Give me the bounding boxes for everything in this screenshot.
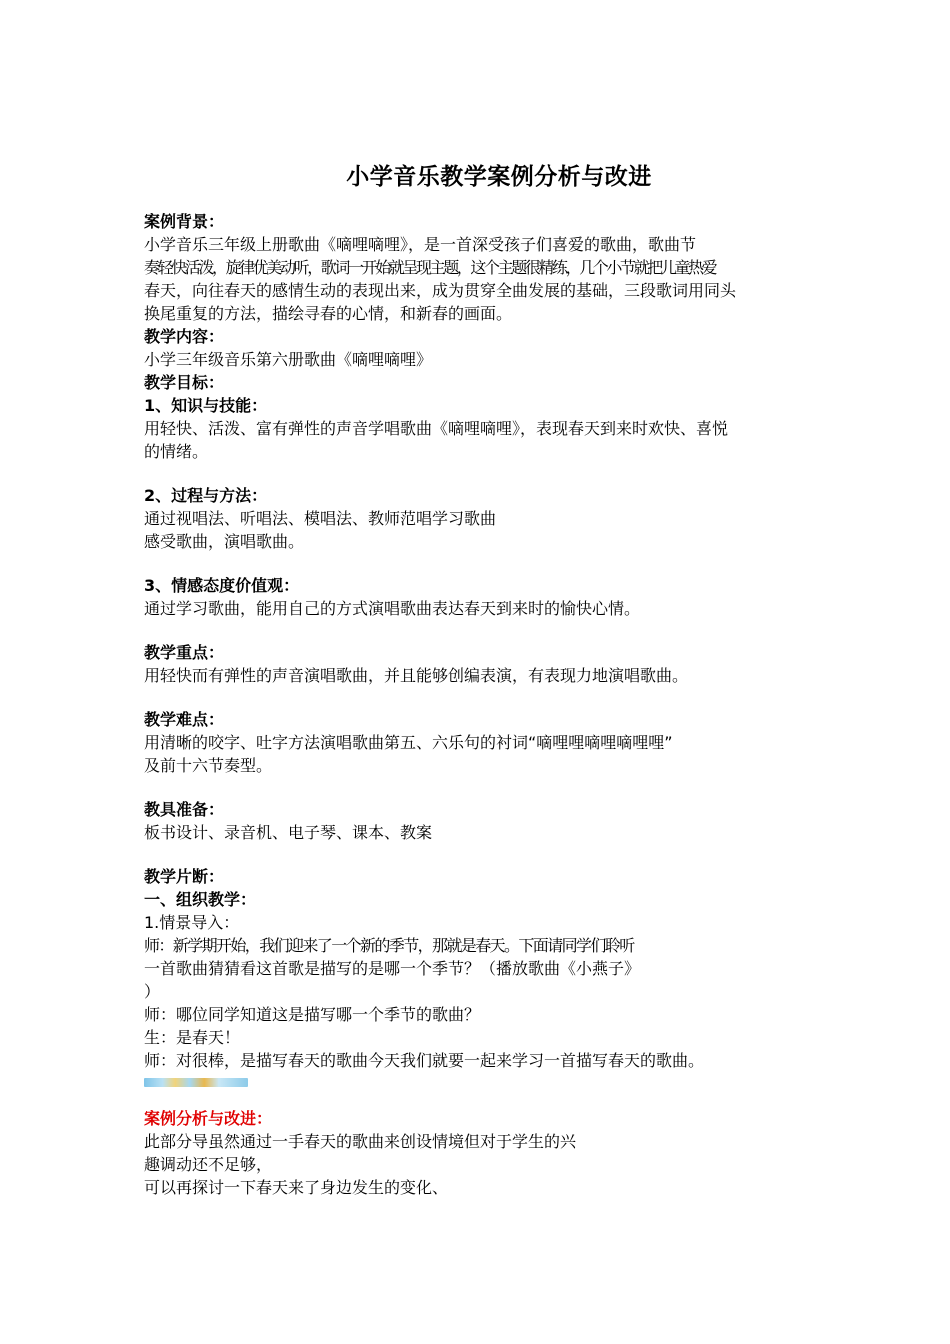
analysis-line: 趣调动还不足够， — [144, 1155, 273, 1174]
spacer — [144, 687, 804, 708]
difficulties-line: 用清晰的咬字、吐字方法演唱歌曲第五、六乐句的衬词“嘀哩哩嘀哩嘀哩哩” — [144, 733, 673, 752]
knowledge-heading: 1、知识与技能： — [144, 396, 268, 415]
knowledge-line: 的情绪。 — [144, 442, 209, 461]
process-line: 感受歌曲，演唱歌曲。 — [144, 532, 305, 551]
background-line: 奏轻快活泼，旋律优美动听，歌词一开始就呈现主题，这个主题很精练，几个小节就把儿童热爱 — [144, 258, 716, 277]
process-heading: 2、过程与方法： — [144, 486, 268, 505]
analysis-line: 此部分导虽然通过一手春天的歌曲来创设情境但对于学生的兴 — [144, 1132, 577, 1151]
background-line: 小学音乐三年级上册歌曲《嘀哩嘀哩》，是一首深受孩子们喜爱的歌曲，歌曲节 — [144, 235, 697, 254]
goals-heading: 教学目标： — [144, 373, 225, 392]
fragment-line: 师：哪位同学知道这是描写哪一个季节的歌曲？ — [144, 1005, 481, 1024]
document-title: 小学音乐教学案例分析与改进 — [346, 164, 652, 190]
spacer — [144, 844, 804, 865]
knowledge-line: 用轻快、活泼、富有弹性的声音学唱歌曲《嘀哩嘀哩》，表现春天到来时欢快、喜悦 — [144, 419, 729, 438]
embedded-image-thumbnail — [144, 1078, 248, 1087]
analysis-heading: 案例分析与改进： — [144, 1109, 273, 1128]
materials-text: 板书设计、录音机、电子琴、课本、教案 — [144, 823, 433, 842]
content-text: 小学三年级音乐第六册歌曲《嘀哩嘀哩》 — [144, 350, 433, 369]
document-body — [144, 210, 804, 1199]
materials-heading: 教具准备： — [144, 800, 225, 819]
difficulties-heading: 教学难点： — [144, 710, 225, 729]
fragment-line: 师：新学期开始，我们迎来了一个新的季节，那就是春天。下面请同学们聆听 — [144, 936, 634, 955]
background-heading: 案例背景： — [144, 212, 225, 231]
emotion-heading: 3、情感态度价值观： — [144, 576, 300, 595]
spacer — [144, 463, 804, 484]
process-line: 通过视唱法、听唱法、模唱法、教师范唱学习歌曲 — [144, 509, 497, 528]
key-points-text: 用轻快而有弹性的声音演唱歌曲，并且能够创编表演，有表现力地演唱歌曲。 — [144, 666, 689, 685]
spacer — [144, 553, 804, 574]
spacer — [144, 620, 804, 641]
fragment-line: ） — [144, 982, 161, 1001]
analysis-line: 可以再探讨一下春天来了身边发生的变化、 — [144, 1178, 449, 1197]
key-points-heading: 教学重点： — [144, 643, 225, 662]
difficulties-line: 及前十六节奏型。 — [144, 756, 273, 775]
spacer — [144, 777, 804, 798]
fragment-line: 1.情景导入： — [144, 913, 240, 932]
fragment-line: 师：对很棒，是描写春天的歌曲今天我们就要一起来学习一首描写春天的歌曲。 — [144, 1051, 705, 1070]
background-line: 春天，向往春天的感情生动的表现出来，成为贯穿全曲发展的基础，三段歌词用同头 — [144, 281, 737, 300]
fragment-section-heading: 一、组织教学： — [144, 890, 257, 909]
content-heading: 教学内容： — [144, 327, 225, 346]
background-line: 换尾重复的方法，描绘寻春的心情，和新春的画面。 — [144, 304, 513, 323]
fragment-line: 生：是春天！ — [144, 1028, 241, 1047]
emotion-text: 通过学习歌曲，能用自己的方式演唱歌曲表达春天到来时的愉快心情。 — [144, 599, 641, 618]
fragment-line: 一首歌曲猜猜看这首歌是描写的是哪一个季节？（播放歌曲《小燕子》 — [144, 959, 641, 978]
fragment-heading: 教学片断： — [144, 867, 225, 886]
